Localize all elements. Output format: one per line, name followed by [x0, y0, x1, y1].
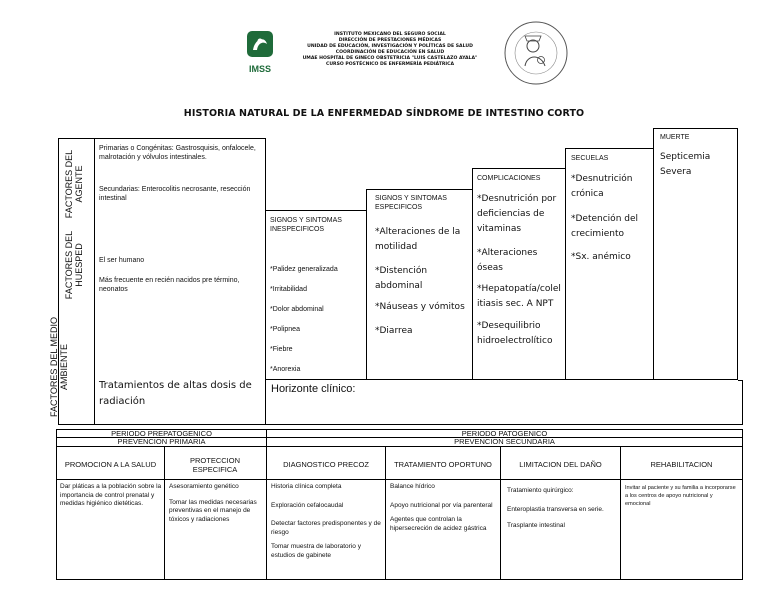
cell-limitacion: [507, 487, 617, 531]
list-item: *Dolor abdominal: [270, 306, 324, 313]
huesped-text-2: Más frecuente en recién nacidos pre término, neonatos: [99, 277, 240, 293]
muerte-value: Septicemia Severa: [660, 152, 711, 177]
imss-label: IMSS: [248, 64, 271, 74]
secuelas-title: SECUELAS: [571, 155, 609, 162]
factor-huesped-label: FACTORES DEL HUESPED: [64, 230, 84, 300]
institution-block: [300, 32, 480, 69]
agente-primarias: Primarias o Congénitas: Gastrosquisis, onfalocele, malrotación y vólvulos intestinales.: [99, 145, 256, 161]
list-item: *Desequilibrio hidroelectrolítico: [477, 321, 553, 346]
periodo-prepatogenico: PERIODO PREPATOGENICO: [111, 429, 212, 438]
cell-text: Dar pláticas a la población sobre la importancia de control prenatal y medidas higiénico dietéticas.: [60, 483, 162, 507]
cell-text: Detectar factores predisponentes y de riesgo: [271, 520, 381, 536]
especificos-list: [375, 225, 471, 339]
list-item: *Diarrea: [375, 326, 413, 336]
list-item: *Irritabilidad: [270, 286, 307, 293]
cell-promocion: [60, 483, 162, 509]
horizonte-clinico: Horizonte clínico:: [271, 383, 356, 395]
cell-text: Invitar al paciente y su familia a incorporarse a los centros de apoyo nutricional y emocional: [625, 485, 736, 507]
list-item: *Alteraciones de la motilidad: [375, 227, 461, 252]
page-title: HISTORIA NATURAL DE LA ENFERMEDAD SÍNDROME DE INTESTINO CORTO: [183, 108, 585, 119]
cell-text: Enteroplastia transversa en serie.: [507, 505, 604, 513]
medio-text: Tratamientos de altas dosis de radiación: [99, 380, 252, 407]
col-diagnostico: DIAGNOSTICO PRECOZ: [283, 460, 369, 469]
inespecificos-title: SIGNOS Y SINTOMAS INESPECIFICOS: [270, 217, 342, 233]
col-promocion: PROMOCION A LA SALUD: [64, 460, 157, 469]
cell-text: Apoyo nutricional por vía parenteral: [390, 501, 493, 509]
cell-text: Asesoramiento genético: [169, 483, 239, 490]
secuelas-list: [571, 172, 653, 265]
cell-diagnostico: [271, 483, 383, 560]
cell-text: Trasplante intestinal: [507, 522, 565, 529]
cell-text: Tratamiento quirúrgico:: [507, 487, 574, 494]
institution-line: UMAE HOSPITAL DE GINECO OBSTETRICIA "LUIS CASTELAZO AYALA": [302, 56, 478, 62]
list-item: *Palidez generalizada: [270, 266, 338, 273]
list-item: *Distención abdominal: [375, 266, 428, 291]
cell-tratamiento: [390, 483, 496, 533]
list-item: *Desnutrición crónica: [571, 174, 633, 199]
cell-text: Balance hídrico: [390, 483, 435, 490]
cell-proteccion: [169, 483, 263, 524]
imss-logo: [245, 30, 275, 74]
col-tratamiento: TRATAMIENTO OPORTUNO: [394, 460, 492, 469]
col-proteccion: PROTECCION ESPECIFICA: [189, 456, 240, 474]
factor-medio-label: FACTORES DEL MEDIO AMBIENTE: [49, 316, 69, 418]
inespecificos-list: [270, 265, 365, 375]
list-item: *Fiebre: [270, 346, 293, 353]
course-seal: [503, 20, 569, 86]
prevencion-primaria: PREVENCION PRIMARIA: [117, 437, 206, 446]
complicaciones-list: [477, 192, 563, 349]
factor-agente-label: FACTORES DEL AGENTE: [64, 149, 84, 219]
col-limitacion: LIMITACION DEL DAÑO: [519, 460, 602, 469]
complicaciones-title: COMPLICACIONES: [477, 175, 541, 182]
list-item: *Náuseas y vómitos: [375, 302, 465, 312]
especificos-title: SIGNOS Y SINTOMAS ESPECIFICOS: [375, 195, 447, 211]
imss-eagle-icon: [245, 30, 275, 58]
list-item: *Alteraciones óseas: [477, 248, 538, 273]
cell-text: Tomar muestra de laboratorio y estudios de gabinete: [271, 543, 361, 559]
list-item: *Hepatopatía/colelitiasis sec. A NPT: [477, 284, 561, 309]
cell-rehabilitacion: [625, 484, 739, 508]
prevencion-secundaria: PREVENCION SECUNDARIA: [454, 437, 555, 446]
cell-text: Exploración cefalocaudal: [271, 501, 344, 509]
institution-line: UNIDAD DE EDUCACIÓN, INVESTIGACIÓN Y POLÍTICAS DE SALUD: [307, 44, 473, 50]
list-item: *Sx. anémico: [571, 252, 631, 262]
institution-line: COORDINACIÓN DE EDUCACIÓN EN SALUD: [335, 50, 445, 56]
institution-line: CURSO POSTÉCNICO DE ENFERMERÍA PEDIÁTRICA: [325, 62, 455, 68]
cell-text: Historia clínica completa: [271, 483, 342, 490]
muerte-title: MUERTE: [660, 134, 690, 141]
institution-line: DIRECCIÓN DE PRESTACIONES MÉDICAS: [338, 38, 442, 44]
list-item: *Polipnea: [270, 326, 300, 333]
list-item: *Anorexia: [270, 366, 301, 373]
list-item: *Desnutrición por deficiencias de vitaminas: [477, 194, 557, 234]
cell-text: Agentes que controlan la hipersecreción de acidez gástrica: [390, 516, 487, 532]
institution-line: INSTITUTO MEXICANO DEL SEGURO SOCIAL: [334, 32, 446, 37]
cell-text: Tomar las medidas necesarias preventivas en el manejo de tóxicos y radiaciones: [169, 498, 257, 523]
list-item: *Detención del crecimiento: [571, 214, 639, 239]
huesped-text-1: El ser humano: [99, 257, 145, 264]
periodo-patogenico: PERIODO PATOGENICO: [461, 429, 548, 438]
col-rehabilitacion: REHABILITACION: [650, 460, 713, 469]
agente-secundarias: Secundarias: Enterocolitis necrosante, resección intestinal: [99, 186, 251, 202]
